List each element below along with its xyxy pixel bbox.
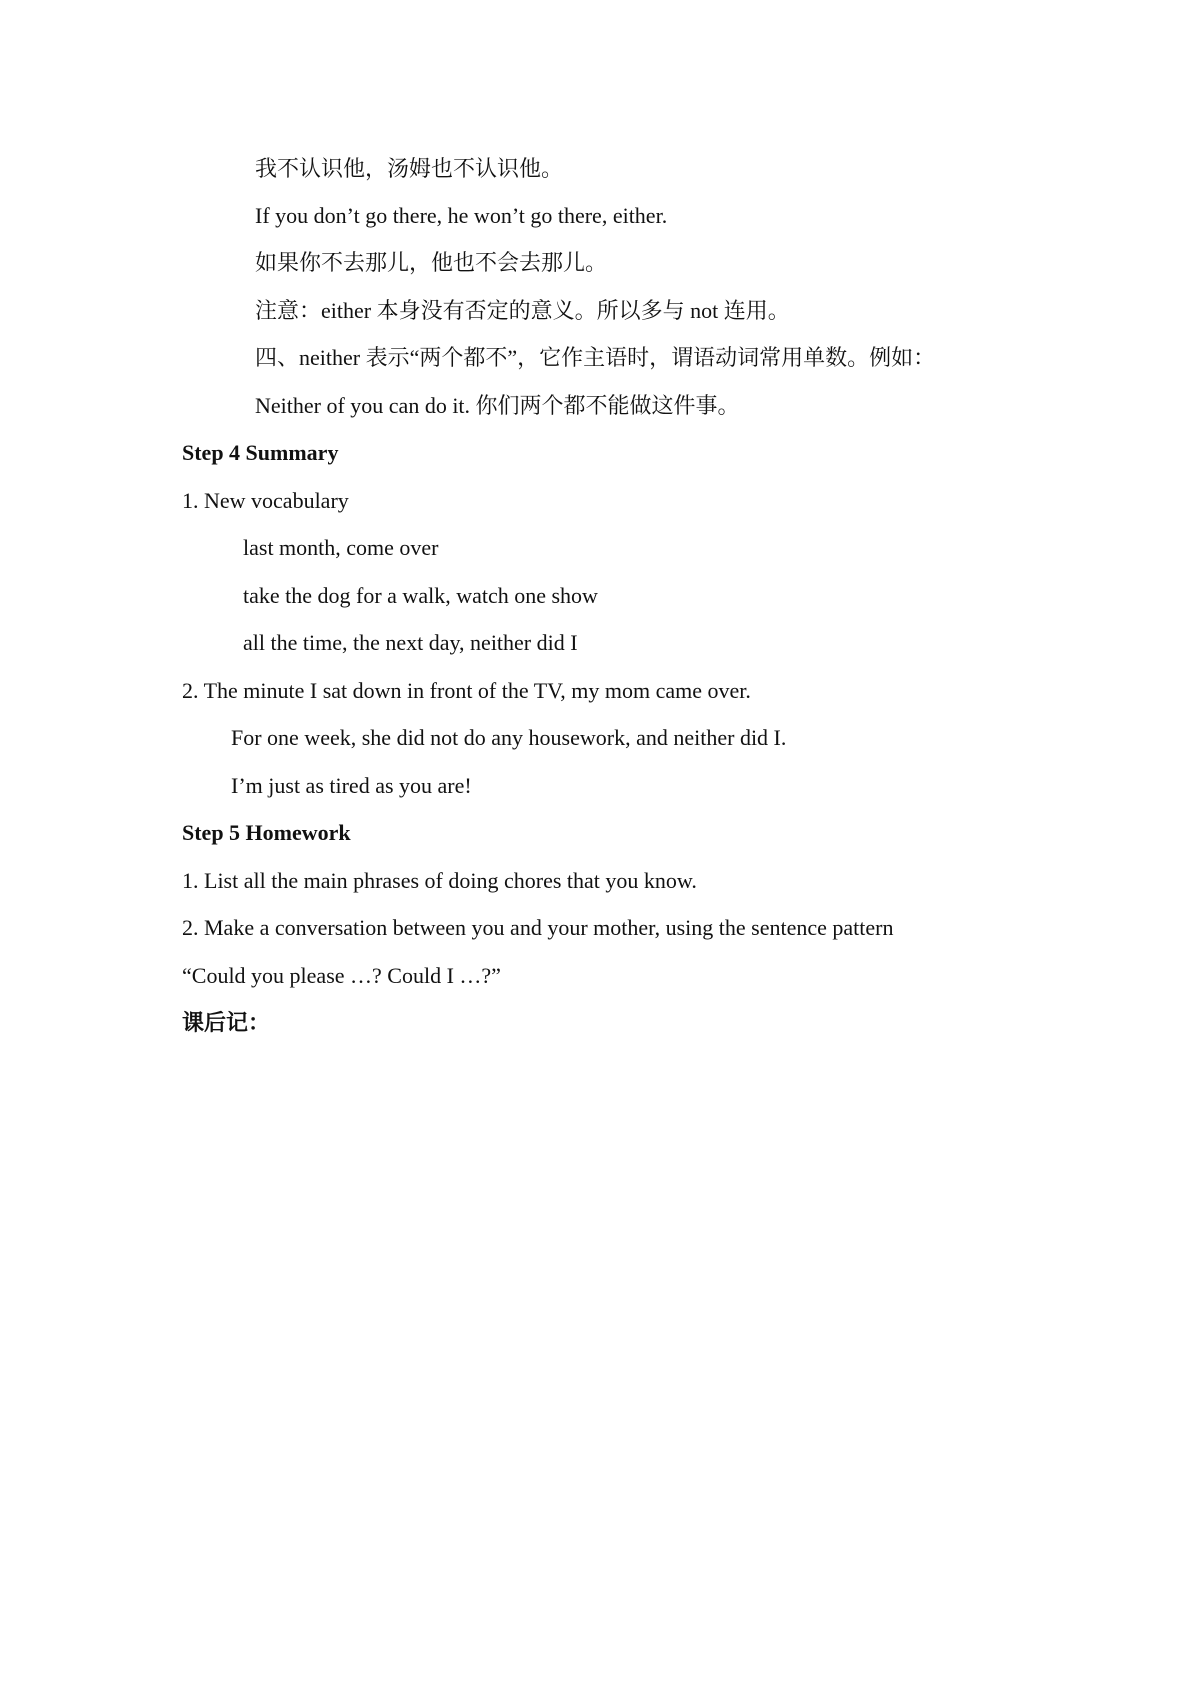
grammar-line: 注意：either 本身没有否定的意义。所以多与 not 连用。	[255, 298, 790, 323]
vocab-line: all the time, the next day, neither did I	[243, 630, 578, 655]
list-item: 2. The minute I sat down in front of the TV, my mom came over.	[182, 678, 751, 703]
grammar-line: 如果你不去那儿，他也不会去那儿。	[255, 250, 608, 275]
grammar-line: If you don’t go there, he won’t go there, either.	[255, 203, 668, 228]
grammar-line: 四、neither 表示“两个都不”，它作主语时，谓语动词常用单数。例如：	[255, 345, 936, 370]
sentence-line: For one week, she did not do any housework, and neither did I.	[231, 725, 787, 750]
grammar-line: 我不认识他，汤姆也不认识他。	[255, 156, 564, 181]
list-item-continuation: “Could you please …? Could I …?”	[182, 963, 501, 988]
vocab-line: take the dog for a walk, watch one show	[243, 583, 598, 608]
grammar-line: Neither of you can do it. 你们两个都不能做这件事。	[255, 393, 740, 418]
list-item: 1. New vocabulary	[182, 488, 349, 513]
list-item: 1. List all the main phrases of doing chores that you know.	[182, 868, 697, 893]
list-item: 2. Make a conversation between you and your mother, using the sentence pattern	[182, 915, 894, 940]
step4-heading: Step 4 Summary	[182, 440, 339, 465]
sentence-line: I’m just as tired as you are!	[231, 773, 472, 798]
after-class-notes-label: 课后记：	[182, 1010, 271, 1035]
step5-heading: Step 5 Homework	[182, 820, 351, 845]
vocab-line: last month, come over	[243, 535, 439, 560]
